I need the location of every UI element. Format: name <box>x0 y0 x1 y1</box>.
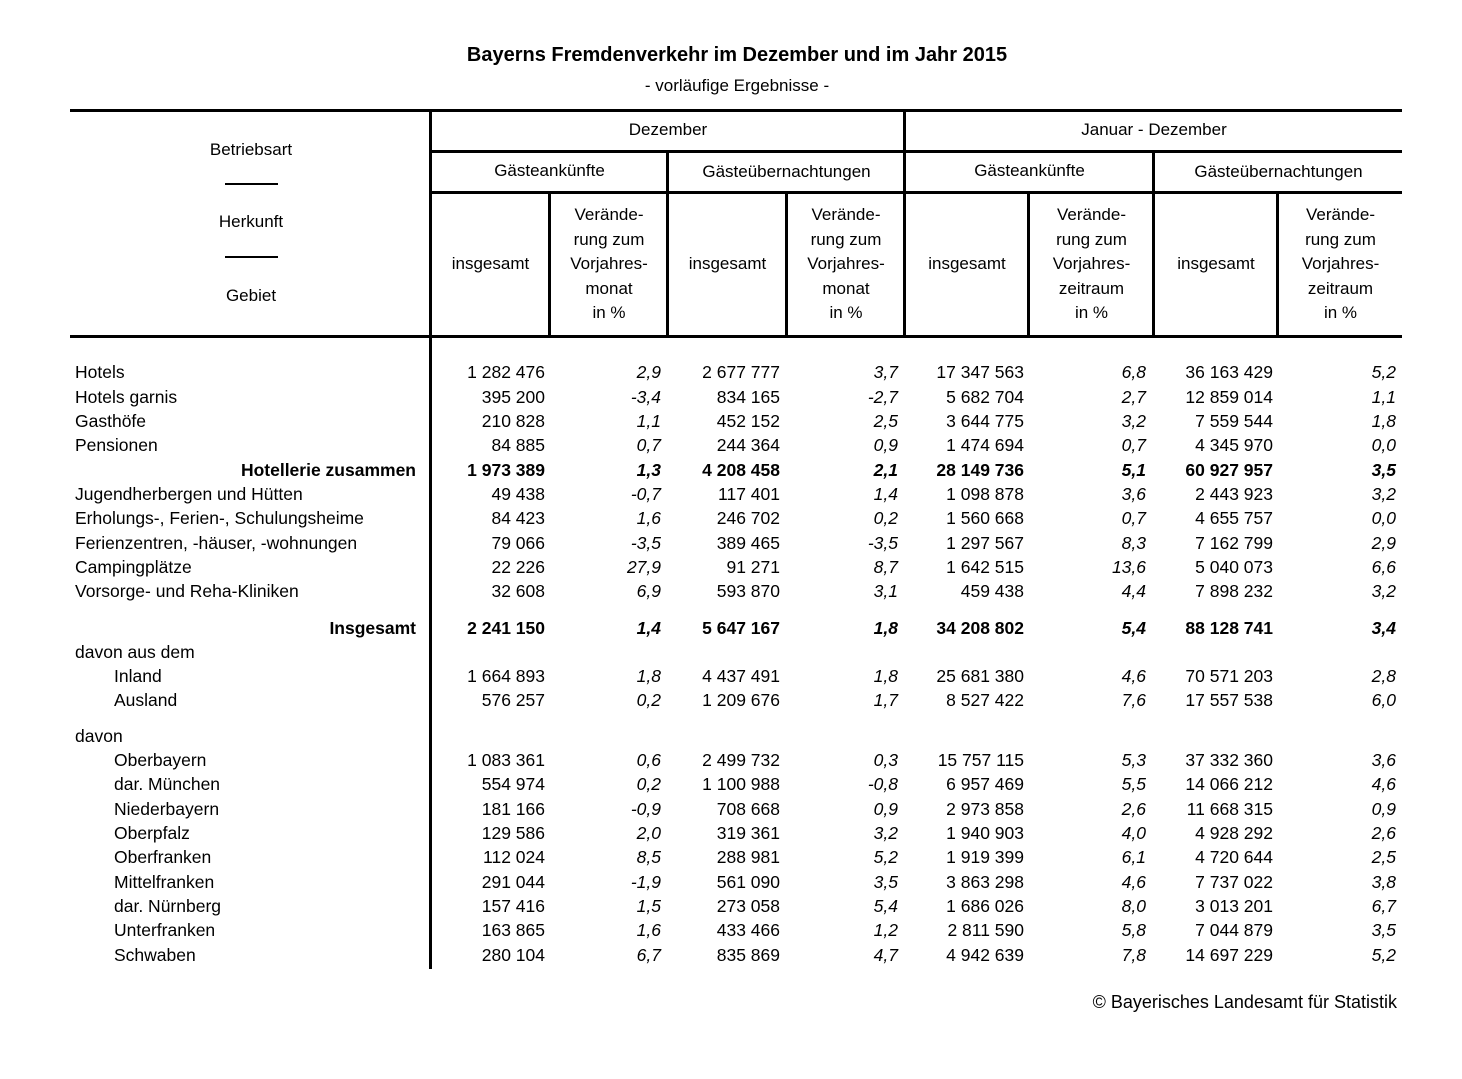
cell-change-percent: 2,5 <box>873 411 898 431</box>
cell-total: 37 332 360 <box>1185 750 1273 770</box>
cell-change-percent: -3,5 <box>630 533 661 553</box>
cell-change-percent: -0,8 <box>867 774 898 794</box>
cell-change-percent: 3,5 <box>1371 460 1396 480</box>
cell-total: 14 697 229 <box>1185 945 1273 965</box>
cell-total: 1 919 399 <box>946 847 1024 867</box>
cell-total: 433 466 <box>716 920 780 940</box>
row-label: Ferienzentren, -häuser, -wohnungen <box>75 533 358 553</box>
cell-total: 5 682 704 <box>946 387 1024 407</box>
cell-change-percent: 4,4 <box>1121 581 1146 601</box>
row-label: Insgesamt <box>329 618 416 638</box>
col-header-change: Verände- rung zum Vorjahres- monat in % <box>807 205 885 322</box>
stub-header-dash <box>225 183 278 185</box>
cell-total: 117 401 <box>718 484 780 504</box>
table-row <box>70 579 1410 603</box>
cell-change-percent: 1,1 <box>1371 387 1396 407</box>
row-label: Mittelfranken <box>114 872 215 892</box>
col-header-insgesamt: insgesamt <box>928 254 1006 273</box>
cell-change-percent: 4,0 <box>1121 823 1146 843</box>
cell-change-percent: 1,5 <box>636 896 661 916</box>
cell-total: 1 282 476 <box>467 362 545 382</box>
cell-change-percent: 0,7 <box>636 435 661 455</box>
cell-total: 84 423 <box>491 508 545 528</box>
cell-change-percent: 8,7 <box>873 557 898 577</box>
cell-change-percent: 8,5 <box>636 847 661 867</box>
cell-total: 28 149 736 <box>936 460 1024 480</box>
table-row <box>70 918 1410 942</box>
cell-change-percent: 27,9 <box>626 557 661 577</box>
cell-total: 1 100 988 <box>702 774 780 794</box>
cell-total: 1 209 676 <box>702 690 780 710</box>
cell-total: 17 557 538 <box>1185 690 1273 710</box>
cell-total: 17 347 563 <box>936 362 1024 382</box>
page-subtitle: - vorläufige Ergebnisse - <box>644 76 830 95</box>
cell-change-percent: 6,8 <box>1121 362 1146 382</box>
cell-total: 32 608 <box>491 581 545 601</box>
cell-change-percent: 2,0 <box>636 823 661 843</box>
cell-change-percent: 3,2 <box>873 823 898 843</box>
cell-change-percent: 3,7 <box>873 362 898 382</box>
cell-total: 244 364 <box>716 435 780 455</box>
cell-total: 708 668 <box>716 799 780 819</box>
table-row <box>70 664 1410 688</box>
cell-total: 70 571 203 <box>1185 666 1273 686</box>
stub-header-betriebsart: Betriebsart <box>209 140 293 159</box>
cell-change-percent: 5,2 <box>1371 362 1396 382</box>
col-header-change: Verände- rung zum Vorjahres- zeitraum in % <box>1301 205 1380 322</box>
measure-header-uebernachtungen-jahr: Gästeübernachtungen <box>1194 162 1363 181</box>
cell-change-percent: 0,9 <box>1371 799 1396 819</box>
table-row <box>70 688 1410 712</box>
cell-total: 1 664 893 <box>467 666 545 686</box>
cell-total: 60 927 957 <box>1185 460 1273 480</box>
header-rule-2 <box>431 191 1402 194</box>
cell-total: 163 865 <box>481 920 545 940</box>
cell-total: 4 928 292 <box>1195 823 1273 843</box>
cell-change-percent: 5,2 <box>1371 945 1396 965</box>
row-label: Niederbayern <box>114 799 220 819</box>
table-row <box>70 555 1410 579</box>
cell-change-percent: 3,4 <box>1371 618 1396 638</box>
cell-change-percent: 3,2 <box>1371 581 1396 601</box>
cell-total: 4 655 757 <box>1195 508 1273 528</box>
table-row <box>70 482 1410 506</box>
cell-change-percent: 8,3 <box>1121 533 1146 553</box>
stub-header-gebiet: Gebiet <box>225 286 277 305</box>
cell-change-percent: 1,8 <box>873 618 898 638</box>
row-label: dar. Nürnberg <box>114 896 222 916</box>
cell-total: 389 465 <box>716 533 780 553</box>
cell-total: 181 166 <box>481 799 545 819</box>
cell-total: 112 024 <box>483 847 545 867</box>
cell-total: 280 104 <box>481 945 545 965</box>
cell-change-percent: 1,1 <box>636 411 661 431</box>
table-row <box>70 870 1410 894</box>
cell-total: 129 586 <box>481 823 545 843</box>
cell-change-percent: 1,4 <box>636 618 661 638</box>
cell-change-percent: -1,9 <box>630 872 661 892</box>
row-label: Gasthöfe <box>75 411 147 431</box>
cell-total: 7 044 879 <box>1195 920 1273 940</box>
cell-change-percent: 6,9 <box>636 581 661 601</box>
cell-change-percent: -0,7 <box>630 484 661 504</box>
cell-total: 79 066 <box>491 533 545 553</box>
col-header-change: Verände- rung zum Vorjahres- monat in % <box>570 205 648 322</box>
cell-change-percent: 3,2 <box>1121 411 1146 431</box>
col-header-insgesamt: insgesamt <box>688 254 767 273</box>
cell-total: 1 642 515 <box>946 557 1024 577</box>
cell-change-percent: -2,7 <box>867 387 898 407</box>
cell-total: 84 885 <box>491 435 545 455</box>
measure-header-uebernachtungen-dez: Gästeübernachtungen <box>702 162 871 181</box>
row-label: Vorsorge- und Reha-Kliniken <box>75 581 299 601</box>
cell-total: 7 898 232 <box>1195 581 1273 601</box>
cell-total: 36 163 429 <box>1185 362 1273 382</box>
cell-total: 12 859 014 <box>1185 387 1273 407</box>
cell-change-percent: 3,6 <box>1121 484 1146 504</box>
cell-change-percent: 5,2 <box>873 847 898 867</box>
cell-change-percent: 6,6 <box>1371 557 1396 577</box>
cell-total: 4 720 644 <box>1195 847 1273 867</box>
cell-total: 34 208 802 <box>936 618 1024 638</box>
cell-change-percent: 2,9 <box>636 362 661 382</box>
cell-total: 7 559 544 <box>1195 411 1273 431</box>
cell-total: 835 869 <box>716 945 780 965</box>
cell-total: 319 361 <box>716 823 780 843</box>
col-header-insgesamt: insgesamt <box>451 254 530 273</box>
header-rule-1 <box>431 150 1402 153</box>
cell-total: 15 757 115 <box>937 750 1024 770</box>
cell-change-percent: 0,2 <box>873 508 898 528</box>
cell-change-percent: 2,7 <box>1121 387 1146 407</box>
cell-change-percent: 1,8 <box>636 666 661 686</box>
cell-total: 561 090 <box>716 872 780 892</box>
row-label: Oberfranken <box>114 847 212 867</box>
table-row <box>70 385 1410 409</box>
cell-total: 1 083 361 <box>467 750 545 770</box>
cell-change-percent: 3,1 <box>873 581 898 601</box>
cell-change-percent: 2,6 <box>1121 799 1146 819</box>
cell-total: 291 044 <box>481 872 545 892</box>
table-row <box>70 531 1410 555</box>
row-label: Ausland <box>114 690 178 710</box>
cell-total: 22 226 <box>491 557 545 577</box>
cell-total: 157 416 <box>481 896 545 916</box>
cell-total: 3 863 298 <box>946 872 1024 892</box>
table-row <box>70 748 1410 772</box>
cell-total: 834 165 <box>716 387 780 407</box>
cell-change-percent: 4,6 <box>1121 666 1146 686</box>
cell-total: 210 828 <box>481 411 545 431</box>
cell-total: 2 443 923 <box>1195 484 1273 504</box>
row-label: Campingplätze <box>75 557 192 577</box>
table-top-rule <box>70 109 1402 112</box>
cell-total: 88 128 741 <box>1185 618 1273 638</box>
row-label: Hotellerie zusammen <box>240 460 416 480</box>
cell-change-percent: -3,4 <box>630 387 661 407</box>
cell-total: 288 981 <box>716 847 780 867</box>
cell-total: 3 013 201 <box>1195 896 1273 916</box>
cell-change-percent: 2,9 <box>1371 533 1396 553</box>
cell-change-percent: 2,6 <box>1371 823 1396 843</box>
row-label: Inland <box>114 666 162 686</box>
row-label: Schwaben <box>114 945 196 965</box>
cell-change-percent: 4,7 <box>873 945 898 965</box>
cell-change-percent: 0,6 <box>636 750 661 770</box>
cell-change-percent: 1,2 <box>873 920 898 940</box>
cell-change-percent: 0,9 <box>873 435 898 455</box>
cell-total: 7 162 799 <box>1195 533 1273 553</box>
cell-total: 4 345 970 <box>1195 435 1273 455</box>
cell-change-percent: 2,5 <box>1371 847 1396 867</box>
cell-change-percent: 2,1 <box>873 460 898 480</box>
table-row <box>70 409 1410 433</box>
cell-total: 4 208 458 <box>702 460 780 480</box>
cell-change-percent: 3,8 <box>1371 872 1396 892</box>
cell-total: 273 058 <box>716 896 780 916</box>
cell-total: 49 438 <box>491 484 545 504</box>
cell-change-percent: -3,5 <box>867 533 898 553</box>
cell-change-percent: 1,4 <box>873 484 898 504</box>
cell-change-percent: 0,0 <box>1371 435 1396 455</box>
row-label: Hotels <box>75 362 125 382</box>
cell-total: 5 040 073 <box>1195 557 1273 577</box>
stub-header-herkunft: Herkunft <box>218 212 284 231</box>
cell-change-percent: 0,2 <box>636 690 661 710</box>
table-row <box>70 724 1410 748</box>
period-header-januar-dezember: Januar - Dezember <box>1081 120 1227 139</box>
row-label: davon <box>75 726 123 746</box>
table-row <box>70 845 1410 869</box>
stub-header-dash <box>225 256 278 258</box>
cell-total: 459 438 <box>960 581 1024 601</box>
cell-total: 3 644 775 <box>946 411 1024 431</box>
cell-total: 2 499 732 <box>702 750 780 770</box>
cell-change-percent: 0,7 <box>1121 508 1146 528</box>
cell-total: 91 271 <box>726 557 780 577</box>
cell-total: 2 811 590 <box>947 920 1024 940</box>
cell-total: 1 098 878 <box>946 484 1024 504</box>
cell-change-percent: 6,7 <box>1371 896 1396 916</box>
cell-total: 1 297 567 <box>946 533 1024 553</box>
cell-change-percent: 7,8 <box>1121 945 1146 965</box>
cell-total: 2 241 150 <box>467 618 545 638</box>
cell-change-percent: 1,8 <box>873 666 898 686</box>
period-header-dezember: Dezember <box>628 120 708 139</box>
cell-total: 7 737 022 <box>1195 872 1273 892</box>
cell-change-percent: 3,2 <box>1371 484 1396 504</box>
cell-change-percent: 1,3 <box>636 460 661 480</box>
cell-change-percent: 0,2 <box>636 774 661 794</box>
cell-total: 1 686 026 <box>946 896 1024 916</box>
cell-change-percent: 3,5 <box>873 872 898 892</box>
row-label: dar. München <box>114 774 221 794</box>
cell-total: 1 560 668 <box>946 508 1024 528</box>
table-row <box>70 797 1410 821</box>
cell-change-percent: 0,7 <box>1121 435 1146 455</box>
cell-total: 1 940 903 <box>946 823 1024 843</box>
cell-change-percent: 13,6 <box>1111 557 1146 577</box>
cell-total: 4 437 491 <box>702 666 780 686</box>
table-row <box>70 506 1410 530</box>
table-row <box>70 433 1410 457</box>
cell-change-percent: 5,1 <box>1121 460 1146 480</box>
cell-change-percent: -0,9 <box>630 799 661 819</box>
page-title: Bayerns Fremdenverkehr im Dezember und im Jahr 2015 <box>466 44 1008 66</box>
cell-total: 1 474 694 <box>946 435 1024 455</box>
table-row <box>70 772 1410 796</box>
row-label: Jugendherbergen und Hütten <box>75 484 303 504</box>
table-row <box>70 943 1410 967</box>
cell-change-percent: 0,0 <box>1371 508 1396 528</box>
cell-change-percent: 4,6 <box>1121 872 1146 892</box>
cell-total: 452 152 <box>716 411 780 431</box>
table-row <box>70 640 1410 664</box>
cell-change-percent: 0,9 <box>873 799 898 819</box>
cell-total: 593 870 <box>716 581 780 601</box>
cell-total: 6 957 469 <box>946 774 1024 794</box>
cell-total: 2 973 858 <box>946 799 1024 819</box>
table-row <box>70 821 1410 845</box>
cell-total: 2 677 777 <box>702 362 780 382</box>
row-label: davon aus dem <box>75 642 195 662</box>
cell-total: 5 647 167 <box>702 618 780 638</box>
cell-total: 4 942 639 <box>946 945 1024 965</box>
table-row <box>70 360 1410 384</box>
cell-change-percent: 8,0 <box>1121 896 1146 916</box>
cell-change-percent: 5,8 <box>1121 920 1146 940</box>
header-bottom-rule <box>70 335 1402 338</box>
col-header-change: Verände- rung zum Vorjahres- zeitraum in % <box>1052 205 1131 322</box>
cell-change-percent: 5,4 <box>1121 618 1146 638</box>
cell-change-percent: 0,3 <box>873 750 898 770</box>
table-row <box>70 458 1410 482</box>
cell-total: 11 668 315 <box>1186 799 1273 819</box>
cell-total: 246 702 <box>716 508 780 528</box>
cell-change-percent: 7,6 <box>1121 690 1146 710</box>
row-label: Oberpfalz <box>114 823 190 843</box>
table-row <box>70 616 1410 640</box>
col-header-insgesamt: insgesamt <box>1177 254 1255 273</box>
cell-total: 25 681 380 <box>936 666 1024 686</box>
cell-change-percent: 5,5 <box>1121 774 1146 794</box>
cell-change-percent: 5,4 <box>873 896 898 916</box>
cell-total: 395 200 <box>481 387 545 407</box>
cell-change-percent: 1,7 <box>873 690 898 710</box>
cell-change-percent: 1,6 <box>636 508 661 528</box>
row-label: Erholungs-, Ferien-, Schulungsheime <box>75 508 364 528</box>
cell-change-percent: 2,8 <box>1371 666 1396 686</box>
cell-total: 576 257 <box>481 690 545 710</box>
table-row <box>70 894 1410 918</box>
row-label: Oberbayern <box>114 750 207 770</box>
cell-total: 14 066 212 <box>1185 774 1273 794</box>
cell-change-percent: 6,1 <box>1121 847 1146 867</box>
measure-header-ankuenfte-jahr: Gästeankünfte <box>974 161 1085 180</box>
cell-change-percent: 1,6 <box>636 920 661 940</box>
cell-change-percent: 6,0 <box>1371 690 1396 710</box>
cell-change-percent: 3,6 <box>1371 750 1396 770</box>
row-label: Hotels garnis <box>75 387 178 407</box>
copyright-footer: © Bayerisches Landesamt für Statistik <box>1092 992 1397 1012</box>
measure-header-ankuenfte-dez: Gästeankünfte <box>494 161 605 180</box>
cell-total: 554 974 <box>481 774 545 794</box>
cell-change-percent: 6,7 <box>636 945 661 965</box>
row-label: Unterfranken <box>114 920 216 940</box>
row-label: Pensionen <box>75 435 158 455</box>
cell-total: 1 973 389 <box>467 460 545 480</box>
cell-change-percent: 3,5 <box>1371 920 1396 940</box>
cell-total: 8 527 422 <box>946 690 1024 710</box>
cell-change-percent: 5,3 <box>1121 750 1146 770</box>
cell-change-percent: 4,6 <box>1371 774 1396 794</box>
cell-change-percent: 1,8 <box>1371 411 1396 431</box>
